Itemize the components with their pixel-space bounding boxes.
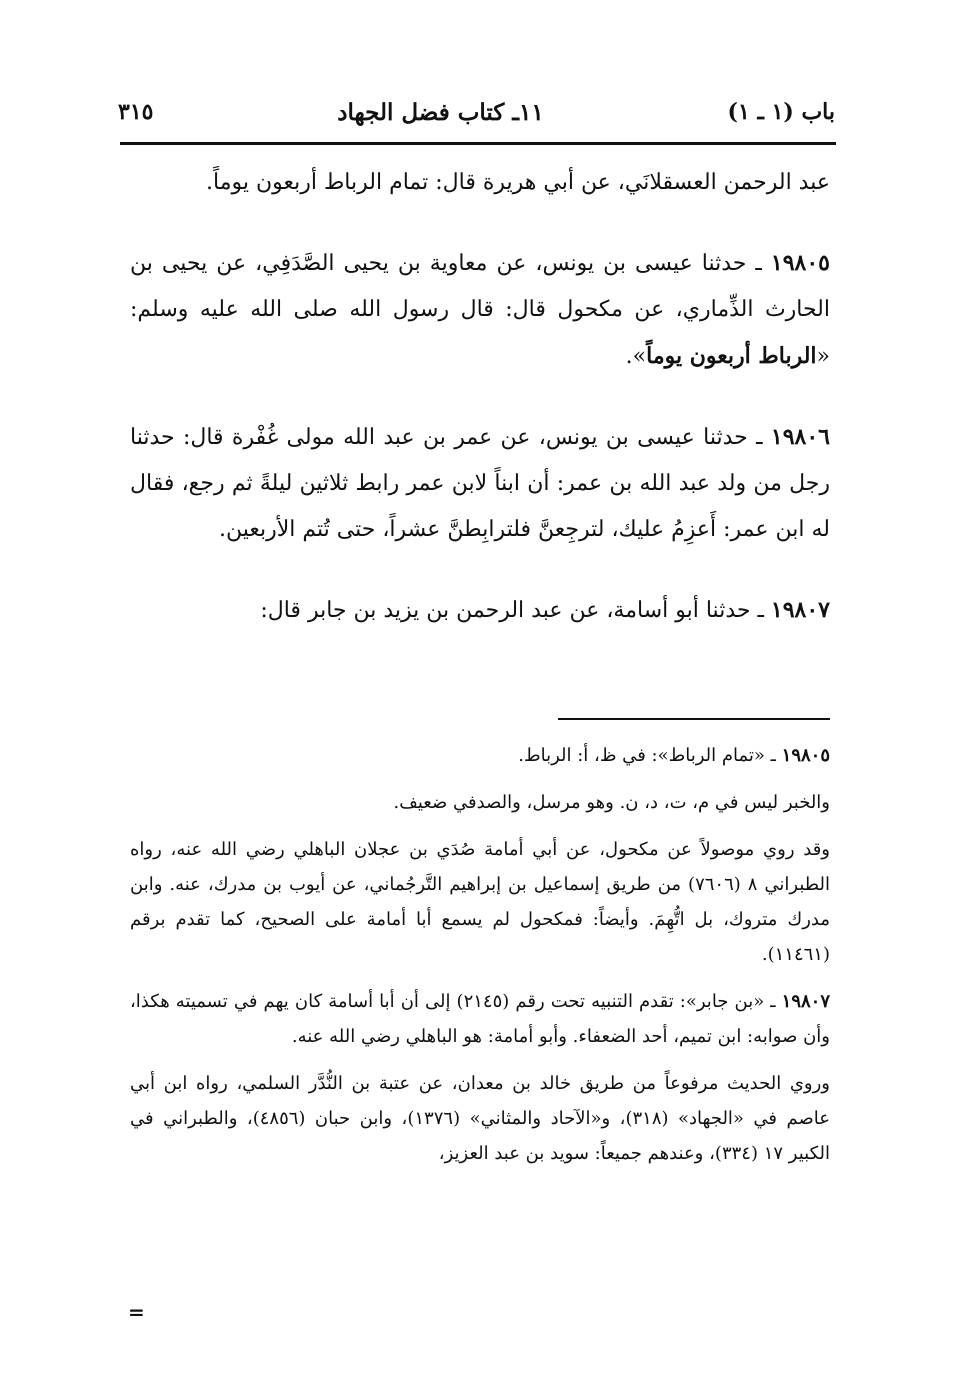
header-rule — [120, 142, 836, 145]
page-number: ٣١٥ — [118, 99, 154, 125]
footnote-text: ـ «تمام الرباط»: في ظ، أ: الرباط. — [518, 745, 782, 766]
hadith-19805 — [130, 240, 830, 380]
hadith-text: ـ حدثنا عيسى بن يونس، عن عمر بن عبد الله مولى غُفْرة قال: حدثنا رجل من ولد عبد الله بن عمر: أن ابناً لابن عمر رابط ثلاثين ليلةً ثم رجع، فقال له ابن عمر: أَعزِمُ عليك، لترجِعنَّ فلترابِطنَّ عشراً، حتى تُتم الأربعين. — [130, 425, 830, 542]
footnote-number: ١٩٨٠٥ — [781, 745, 830, 766]
chapter-ref: باب (١ ـ ١) — [727, 99, 835, 125]
main-text — [130, 160, 830, 634]
hadith-matn: الرباط أربعون يوماً — [646, 343, 817, 369]
footnotes — [130, 738, 830, 1171]
hadith-text: ـ حدثنا أبو أسامة، عن عبد الرحمن بن يزيد بن جابر قال: — [260, 598, 771, 623]
paragraph-continued: عبد الرحمن العسقلانَي، عن أبي هريرة قال: تمام الرباط أربعون يوماً. — [206, 170, 830, 195]
footnote-text: ـ «بن جابر»: تقدم التنبيه تحت رقم (٢١٤٥) إلى أن أبا أسامة كان يهم في تسميته هكذا، وأن صوابه: ابن تميم، أحد الضعفاء. وأبو أمامة: هو الباهلي رضي الله عنه. — [130, 991, 830, 1047]
hadith-19806 — [130, 414, 830, 553]
hadith-19807 — [130, 587, 830, 634]
hadith-text: ـ حدثنا عيسى بن يونس، عن معاوية بن يحيى الصَّدَفِي، عن يحيى بن الحارث الذِّماري، عن مكحول قال: قال رسول الله صلى الله عليه وسلم: « — [130, 251, 830, 369]
book-title: ١١ـ كتاب فضل الجهاد — [337, 98, 544, 126]
hadith-number: ١٩٨٠٧ — [770, 597, 830, 623]
footnote-rule — [558, 718, 830, 720]
footnote-note: والخبر ليس في م، ت، د، ن. وهو مرسل، والصدفي ضعيف. — [393, 792, 830, 813]
footnote-number: ١٩٨٠٧ — [781, 991, 830, 1012]
footnote-note: وروي الحديث مرفوعاً من طريق خالد بن معدان، عن عتبة بن النُّدَّر السلمي، رواه ابن أبي عاصم في «الجهاد» (٣١٨)، و«الآحاد والمثاني» (١٣٧٦)، وابن حبان (٤٨٥٦)، والطبراني في الكبير ١٧ (٣٣٤)، وعندهم جميعاً: سويد بن عبد العزيز، — [130, 1073, 831, 1164]
page-header — [118, 92, 835, 132]
footnote-19805 — [130, 738, 830, 773]
hadith-number: ١٩٨٠٥ — [770, 250, 830, 276]
footnote-note: وقد روي موصولاً عن مكحول، عن أبي أمامة صُدَي بن عجلان الباهلي رضي الله عنه، رواه الطبراني ٨ (٧٦٠٦) من طريق إسماعيل بن إبراهيم التَّرجُماني، عن أيوب بن مدرك، عنه. وابن مدرك متروك، بل اتُّهِمَ. وأيضاً: فمكحول لم يسمع أبا أمامة على الصحيح، كما تقدم برقم (١١٤٦١). — [130, 839, 831, 965]
footnote-19807 — [130, 984, 830, 1054]
hadith-number: ١٩٨٠٦ — [770, 424, 830, 450]
hadith-end: ». — [625, 344, 647, 369]
continuation-mark: = — [128, 1300, 145, 1324]
